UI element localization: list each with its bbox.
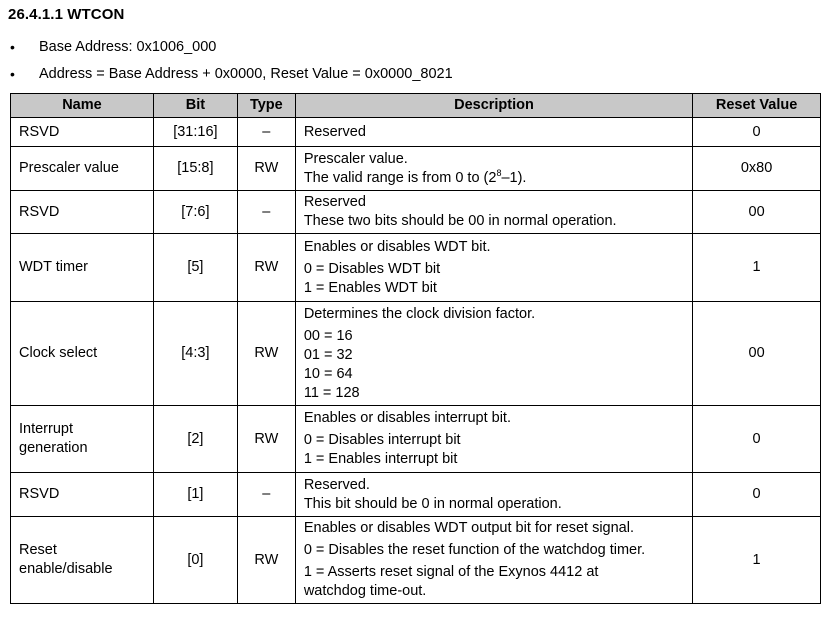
table-header-row xyxy=(11,94,821,118)
cell-name: Clock select xyxy=(11,302,154,406)
cell-name: WDT timer xyxy=(11,234,154,302)
cell-name: RSVD xyxy=(11,191,154,234)
cell-type: RW xyxy=(237,517,295,604)
cell-type: – xyxy=(237,191,295,234)
header-bit: Bit xyxy=(153,94,237,118)
table-row xyxy=(11,118,821,147)
cell-description xyxy=(295,517,692,604)
cell-description xyxy=(295,147,692,191)
cell-reset: 0 xyxy=(693,118,821,147)
cell-name: RSVD xyxy=(11,118,154,147)
cell-reset: 0 xyxy=(693,406,821,473)
cell-description xyxy=(295,234,692,302)
cell-name xyxy=(11,517,154,604)
cell-description xyxy=(295,191,692,234)
bullet-icon: • xyxy=(10,39,15,55)
cell-reset: 0x80 xyxy=(693,147,821,191)
desc-line: Reserved. xyxy=(303,476,370,493)
table-row xyxy=(11,147,821,191)
desc-line xyxy=(304,169,686,188)
cell-bit: [5] xyxy=(153,234,237,302)
desc-line: 0 = Disables WDT bit xyxy=(303,260,441,277)
header-reset-value: Reset Value xyxy=(693,94,821,118)
table-row xyxy=(11,517,821,604)
desc-line: Prescaler value. xyxy=(303,150,408,167)
header-type: Type xyxy=(237,94,295,118)
table-row xyxy=(11,234,821,302)
bullet-icon: • xyxy=(10,66,15,82)
desc-line: 01 = 32 xyxy=(303,346,353,363)
cell-type: RW xyxy=(237,234,295,302)
cell-reset: 1 xyxy=(693,517,821,604)
cell-description xyxy=(295,302,692,406)
cell-description xyxy=(295,406,692,473)
desc-heading: Determines the clock division factor. xyxy=(303,305,536,322)
desc-line: Reserved xyxy=(303,123,366,140)
cell-bit: [1] xyxy=(153,473,237,517)
bullet-list xyxy=(8,38,453,92)
cell-reset: 0 xyxy=(693,473,821,517)
cell-type: – xyxy=(237,473,295,517)
header-name: Name xyxy=(11,94,154,118)
cell-bit: [0] xyxy=(153,517,237,604)
cell-type: RW xyxy=(237,147,295,191)
desc-range-suffix: –1). xyxy=(501,169,527,186)
section-title: 26.4.1.1 WTCON xyxy=(8,6,125,23)
register-table xyxy=(10,93,821,604)
cell-bit: [15:8] xyxy=(153,147,237,191)
cell-name xyxy=(11,406,154,473)
bullet-text: Base Address: 0x1006_000 xyxy=(39,39,217,55)
desc-heading: Enables or disables interrupt bit. xyxy=(303,410,511,426)
desc-line: This bit should be 0 in normal operation. xyxy=(303,495,562,512)
desc-heading: Enables or disables WDT output bit for reset signal. xyxy=(303,520,635,536)
desc-line: 10 = 64 xyxy=(303,365,353,382)
desc-line: 1 = Enables WDT bit xyxy=(303,279,437,296)
name-line: enable/disable xyxy=(19,561,113,577)
table-row xyxy=(11,302,821,406)
cell-type: RW xyxy=(237,302,295,406)
desc-line: Reserved xyxy=(303,194,366,210)
cell-bit: [7:6] xyxy=(153,191,237,234)
cell-reset: 00 xyxy=(693,302,821,406)
cell-description xyxy=(295,118,692,147)
desc-heading: Enables or disables WDT bit. xyxy=(303,238,491,255)
cell-bit: [2] xyxy=(153,406,237,473)
name-line: Reset xyxy=(19,542,57,558)
bullet-item xyxy=(8,65,453,92)
table-row xyxy=(11,191,821,234)
name-line: Interrupt xyxy=(19,421,73,437)
desc-line: 1 = Enables interrupt bit xyxy=(303,451,458,467)
desc-line: 00 = 16 xyxy=(303,327,353,344)
bullet-item xyxy=(8,38,453,65)
cell-bit: [4:3] xyxy=(153,302,237,406)
desc-line: 0 = Disables interrupt bit xyxy=(303,432,461,448)
desc-line: watchdog time-out. xyxy=(303,583,427,599)
cell-description xyxy=(295,473,692,517)
cell-reset: 1 xyxy=(693,234,821,302)
table-row xyxy=(11,473,821,517)
bullet-text: Address = Base Address + 0x0000, Reset Value = 0x0000_8021 xyxy=(39,66,453,82)
cell-reset: 00 xyxy=(693,191,821,234)
cell-name: Prescaler value xyxy=(11,147,154,191)
desc-line: 0 = Disables the reset function of the watchdog timer. xyxy=(303,542,646,558)
desc-exponent: 8 xyxy=(496,167,502,178)
header-description: Description xyxy=(295,94,692,118)
desc-line: 1 = Asserts reset signal of the Exynos 4412 at xyxy=(303,564,599,580)
table-row xyxy=(11,406,821,473)
name-line: generation xyxy=(19,440,88,456)
cell-type: RW xyxy=(237,406,295,473)
cell-bit: [31:16] xyxy=(153,118,237,147)
desc-line: 11 = 128 xyxy=(303,384,360,401)
desc-line: These two bits should be 00 in normal operation. xyxy=(303,213,617,229)
cell-name: RSVD xyxy=(11,473,154,517)
desc-range-prefix: The valid range is from 0 to (2 xyxy=(303,169,497,186)
cell-type: – xyxy=(237,118,295,147)
